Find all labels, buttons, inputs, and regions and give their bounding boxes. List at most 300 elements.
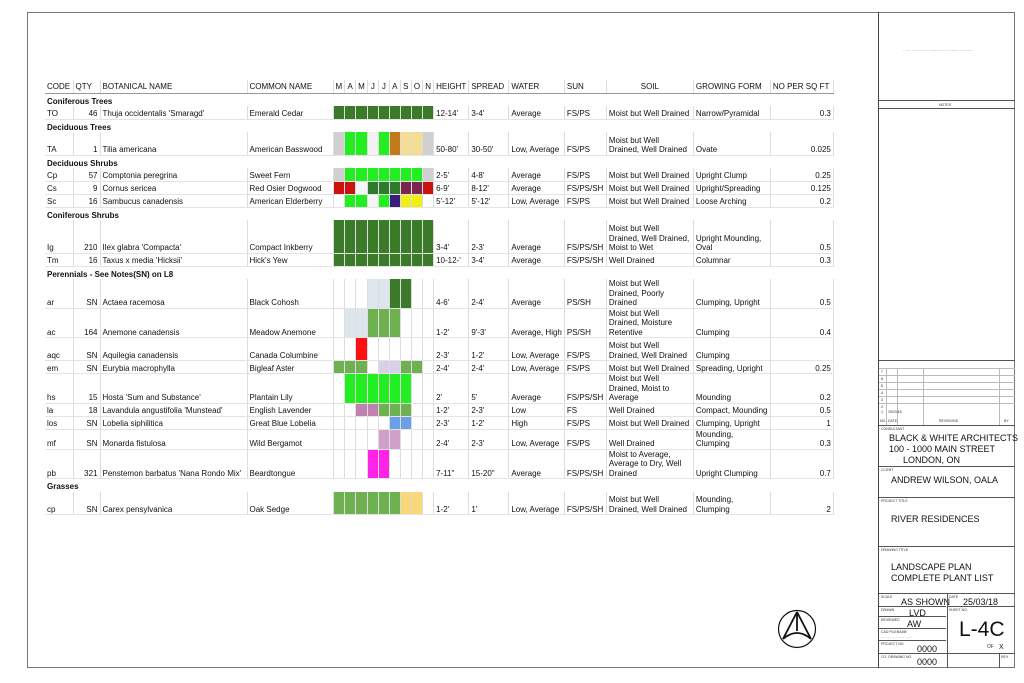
plant-spread: 1' <box>469 492 509 515</box>
month-cell <box>400 93 411 106</box>
section-header-row <box>45 93 833 106</box>
section-title: Perennials - See Notes(SN) on L8 <box>47 269 174 279</box>
section-header-row <box>45 479 833 492</box>
month-color-cell <box>367 181 378 194</box>
section-header-row <box>45 207 833 220</box>
month-color-cell <box>411 308 422 338</box>
plant-row <box>45 416 833 429</box>
botanical-name: Penstemon barbatus 'Nana Rondo Mix' <box>100 449 247 479</box>
month-color-cell <box>345 429 356 449</box>
revision-row <box>879 375 1015 382</box>
month-color-cell <box>356 194 368 207</box>
column-header: GROWING FORM <box>693 80 770 93</box>
month-color-cell <box>378 168 389 181</box>
month-cell <box>333 119 345 132</box>
month-color-cell <box>345 308 356 338</box>
plant-row <box>45 429 833 449</box>
month-color-cell <box>411 106 422 119</box>
reviewed-label: REVIEWED <box>881 618 900 622</box>
month-color-cell <box>389 449 400 479</box>
revision-number: 7 <box>881 370 883 374</box>
plant-sun: PS/SH <box>564 308 606 338</box>
month-cell <box>345 119 356 132</box>
plant-row <box>45 449 833 479</box>
month-color-cell <box>378 279 389 308</box>
month-color-cell <box>400 253 411 266</box>
plant-qty: 210 <box>73 220 100 253</box>
month-cell <box>389 479 400 492</box>
month-color-cell <box>411 416 422 429</box>
month-color-cell <box>389 374 400 404</box>
column-header: HEIGHT <box>434 80 469 93</box>
month-cell <box>378 119 389 132</box>
month-cell <box>389 93 400 106</box>
common-name: Hick's Yew <box>247 253 333 266</box>
plant-height: 2-4' <box>434 361 469 374</box>
revision-number: 4 <box>881 391 883 395</box>
month-color-cell <box>367 308 378 338</box>
plant-qty: SN <box>73 338 100 361</box>
plant-code: Ig <box>45 220 73 253</box>
plant-spread: 3-4' <box>469 106 509 119</box>
month-color-cell <box>378 253 389 266</box>
plant-list-table <box>45 80 834 515</box>
month-cell <box>345 93 356 106</box>
plant-water: Average <box>509 374 565 404</box>
botanical-name: Tilia americana <box>100 132 247 155</box>
plant-water: Low, Average <box>509 194 565 207</box>
plant-soil: Moist but Well Drained, Well Drained <box>606 338 693 361</box>
month-cell <box>378 93 389 106</box>
plant-spread: 4-8' <box>469 168 509 181</box>
month-color-cell <box>389 416 400 429</box>
month-color-cell <box>333 279 345 308</box>
column-header: S <box>400 80 411 93</box>
month-cell <box>423 93 434 106</box>
month-cell <box>411 93 422 106</box>
botanical-name: Cornus sericea <box>100 181 247 194</box>
plant-sun: FS/PS <box>564 429 606 449</box>
month-cell <box>423 119 434 132</box>
month-color-cell <box>367 338 378 361</box>
column-header: M <box>333 80 345 93</box>
month-color-cell <box>389 429 400 449</box>
plant-height: 10-12-' <box>434 253 469 266</box>
month-color-cell <box>411 449 422 479</box>
section-header-row <box>45 119 833 132</box>
plant-sun: FS/PS <box>564 132 606 155</box>
botanical-name: Lobelia siphilitica <box>100 416 247 429</box>
plant-density <box>770 338 833 361</box>
common-name: Plantain Lily <box>247 374 333 404</box>
plant-soil: Moist but Well Drained <box>606 106 693 119</box>
plant-row <box>45 308 833 338</box>
plant-qty: SN <box>73 492 100 515</box>
plant-water: Low, Average <box>509 492 565 515</box>
plant-height: 1-2' <box>434 492 469 515</box>
drawing-title-line-1: LANDSCAPE PLAN <box>891 562 972 572</box>
plant-sun: PS/SH <box>564 279 606 308</box>
plant-density: 0.4 <box>770 308 833 338</box>
revision-row <box>879 382 1015 389</box>
section-spacer <box>434 266 834 279</box>
plant-density: 0.3 <box>770 106 833 119</box>
plant-density: 0.3 <box>770 253 833 266</box>
botanical-name: Sambucus canadensis <box>100 194 247 207</box>
botanical-name: Anemone canadensis <box>100 308 247 338</box>
month-color-cell <box>411 220 422 253</box>
plant-soil: Moist but Well Drained, Moisture Retentive <box>606 308 693 338</box>
consultant-address-1: 100 - 1000 MAIN STREET <box>889 444 996 454</box>
plant-soil: Moist to Average, Average to Dry, Well Drained <box>606 449 693 479</box>
month-color-cell <box>356 181 368 194</box>
month-color-cell <box>411 361 422 374</box>
plant-qty: 18 <box>73 403 100 416</box>
sheet-number: L-4C <box>959 618 1005 641</box>
plant-qty: 9 <box>73 181 100 194</box>
plant-spread: 3-4' <box>469 253 509 266</box>
month-cell <box>389 155 400 168</box>
month-color-cell <box>389 181 400 194</box>
month-cell <box>356 207 368 220</box>
notes-label: NOTES <box>939 103 952 107</box>
month-color-cell <box>423 181 434 194</box>
month-color-cell <box>423 279 434 308</box>
plant-code: Sc <box>45 194 73 207</box>
plant-growing-form: Upright/Spreading <box>693 181 770 194</box>
rev-no-1: 1 <box>881 410 883 414</box>
month-color-cell <box>411 253 422 266</box>
revision-number: 6 <box>881 377 883 381</box>
month-cell <box>356 266 368 279</box>
common-name: American Basswood <box>247 132 333 155</box>
month-color-cell <box>367 429 378 449</box>
month-color-cell <box>356 106 368 119</box>
title-block <box>878 12 1019 668</box>
plant-spread: 2-4' <box>469 361 509 374</box>
month-color-cell <box>333 181 345 194</box>
plant-sun: FS/PS/SH <box>564 492 606 515</box>
project-no-label: PROJECT NO. <box>881 642 905 646</box>
month-color-cell <box>356 338 368 361</box>
plant-spread: 2-3' <box>469 429 509 449</box>
column-header: SPREAD <box>469 80 509 93</box>
month-color-cell <box>367 403 378 416</box>
plant-height: 6-9' <box>434 181 469 194</box>
plant-row <box>45 132 833 155</box>
plant-height: 5'-12' <box>434 194 469 207</box>
month-color-cell <box>423 374 434 404</box>
plant-code: ar <box>45 279 73 308</box>
plant-height: 1-2' <box>434 403 469 416</box>
plant-soil: Well Drained <box>606 253 693 266</box>
month-cell <box>400 119 411 132</box>
common-name: Emerald Cedar <box>247 106 333 119</box>
plant-height: 50-80' <box>434 132 469 155</box>
month-color-cell <box>356 253 368 266</box>
plant-density: 0.5 <box>770 220 833 253</box>
common-name: Red Osier Dogwood <box>247 181 333 194</box>
month-color-cell <box>400 429 411 449</box>
common-name: Wild Bergamot <box>247 429 333 449</box>
month-cell <box>345 155 356 168</box>
plant-sun: FS/PS <box>564 338 606 361</box>
plant-spread: 5' <box>469 374 509 404</box>
month-cell <box>356 93 368 106</box>
month-cell <box>423 266 434 279</box>
month-color-cell <box>411 194 422 207</box>
month-color-cell <box>423 492 434 515</box>
common-name: English Lavender <box>247 403 333 416</box>
month-color-cell <box>378 132 389 155</box>
column-header: A <box>389 80 400 93</box>
common-name: Black Cohosh <box>247 279 333 308</box>
month-color-cell <box>378 194 389 207</box>
month-color-cell <box>400 220 411 253</box>
month-color-cell <box>378 374 389 404</box>
column-header: SOIL <box>606 80 693 93</box>
column-header: COMMON NAME <box>247 80 333 93</box>
plant-qty: 1 <box>73 132 100 155</box>
plant-water: Low, Average <box>509 429 565 449</box>
plant-density: 0.7 <box>770 449 833 479</box>
column-header: NO PER SQ FT <box>770 80 833 93</box>
project-title: RIVER RESIDENCES <box>891 514 980 524</box>
plant-height: 2-4' <box>434 429 469 449</box>
month-color-cell <box>356 361 368 374</box>
plant-code: mf <box>45 429 73 449</box>
section-header-row <box>45 155 833 168</box>
month-color-cell <box>423 168 434 181</box>
plant-sun: FS/PS/SH <box>564 253 606 266</box>
month-color-cell <box>333 308 345 338</box>
consultant-name: BLACK & WHITE ARCHITECTS <box>889 433 1019 443</box>
plant-growing-form: Spreading, Upright <box>693 361 770 374</box>
of-value: X <box>999 644 1004 651</box>
drawn-label: DRAWN <box>881 608 895 612</box>
month-color-cell <box>333 106 345 119</box>
common-name: Beardtongue <box>247 449 333 479</box>
month-cell <box>356 119 368 132</box>
month-color-cell <box>333 361 345 374</box>
column-header: CODE <box>45 80 73 93</box>
month-color-cell <box>356 492 368 515</box>
section-spacer <box>434 119 834 132</box>
common-name: Canada Columbine <box>247 338 333 361</box>
plant-qty: SN <box>73 361 100 374</box>
month-cell <box>333 266 345 279</box>
botanical-name: Thuja occidentalis 'Smaragd' <box>100 106 247 119</box>
plant-sun: FS/PS <box>564 416 606 429</box>
rev-header-no: NO. <box>880 419 887 423</box>
month-color-cell <box>333 449 345 479</box>
month-cell <box>423 155 434 168</box>
month-color-cell <box>345 416 356 429</box>
month-color-cell <box>423 220 434 253</box>
month-color-cell <box>333 492 345 515</box>
revision-row <box>879 396 1015 403</box>
plant-code: TO <box>45 106 73 119</box>
plant-row <box>45 253 833 266</box>
month-color-cell <box>411 492 422 515</box>
month-color-cell <box>345 253 356 266</box>
reviewed-value: AW <box>907 619 922 629</box>
botanical-name: Carex pensylvanica <box>100 492 247 515</box>
month-cell <box>423 479 434 492</box>
plant-qty: 321 <box>73 449 100 479</box>
plant-code: TA <box>45 132 73 155</box>
revision-row <box>879 389 1015 396</box>
month-color-cell <box>345 220 356 253</box>
plant-code: la <box>45 403 73 416</box>
plant-code: pb <box>45 449 73 479</box>
month-cell <box>411 479 422 492</box>
plant-water: Low <box>509 403 565 416</box>
section-spacer <box>434 93 834 106</box>
month-cell <box>411 155 422 168</box>
plant-sun: FS/PS/SH <box>564 220 606 253</box>
plant-soil: Moist but Well Drained, Well Drained, Moist to Wet <box>606 220 693 253</box>
month-color-cell <box>423 253 434 266</box>
sheet-no-label: SHEET NO. <box>949 608 968 612</box>
month-color-cell <box>333 253 345 266</box>
month-color-cell <box>345 279 356 308</box>
plant-spread: 30-50' <box>469 132 509 155</box>
plant-code: ac <box>45 308 73 338</box>
month-color-cell <box>378 106 389 119</box>
month-color-cell <box>367 449 378 479</box>
month-color-cell <box>389 403 400 416</box>
month-color-cell <box>400 168 411 181</box>
month-cell <box>367 266 378 279</box>
common-name: Meadow Anemone <box>247 308 333 338</box>
month-color-cell <box>423 361 434 374</box>
month-color-cell <box>345 338 356 361</box>
plant-row <box>45 361 833 374</box>
month-color-cell <box>345 106 356 119</box>
project-title-label: PROJECT TITLE <box>881 499 908 503</box>
plant-row <box>45 403 833 416</box>
month-color-cell <box>423 416 434 429</box>
month-color-cell <box>345 168 356 181</box>
plant-water: Average <box>509 106 565 119</box>
month-color-cell <box>400 449 411 479</box>
column-header: WATER <box>509 80 565 93</box>
month-color-cell <box>367 106 378 119</box>
co-drawing-no-value: 0000 <box>917 657 938 667</box>
plant-water: Average <box>509 253 565 266</box>
plant-spread: 2-3' <box>469 403 509 416</box>
month-cell <box>411 119 422 132</box>
column-header: J <box>367 80 378 93</box>
botanical-name: Ilex glabra 'Compacta' <box>100 220 247 253</box>
month-color-cell <box>389 168 400 181</box>
plant-code: cp <box>45 492 73 515</box>
scale-label: SCALE <box>881 595 893 599</box>
consultant-label: CONSULTANT <box>881 427 905 431</box>
month-color-cell <box>345 181 356 194</box>
revision-row <box>879 368 1015 375</box>
month-color-cell <box>423 308 434 338</box>
plant-soil: Well Drained <box>606 429 693 449</box>
plant-density: 0.025 <box>770 132 833 155</box>
plant-sun: FS/PS <box>564 106 606 119</box>
plant-height: 3-4' <box>434 220 469 253</box>
month-color-cell <box>367 168 378 181</box>
plant-density: 0.2 <box>770 374 833 404</box>
section-spacer <box>434 207 834 220</box>
month-color-cell <box>378 181 389 194</box>
month-color-cell <box>333 416 345 429</box>
plant-row <box>45 492 833 515</box>
month-color-cell <box>333 132 345 155</box>
month-color-cell <box>411 168 422 181</box>
plant-row <box>45 106 833 119</box>
month-color-cell <box>356 429 368 449</box>
month-color-cell <box>400 132 411 155</box>
plant-growing-form: Upright Mounding, Oval <box>693 220 770 253</box>
month-color-cell <box>367 220 378 253</box>
cad-filename-label: CAD FILENAME <box>881 630 907 634</box>
month-cell <box>345 479 356 492</box>
common-name: Sweet Fern <box>247 168 333 181</box>
section-header-row <box>45 266 833 279</box>
month-color-cell <box>400 106 411 119</box>
plant-code: los <box>45 416 73 429</box>
month-cell <box>378 479 389 492</box>
month-color-cell <box>411 181 422 194</box>
section-title: Coniferous Trees <box>47 96 113 106</box>
common-name: American Elderberry <box>247 194 333 207</box>
plant-spread: 9'-3' <box>469 308 509 338</box>
month-color-cell <box>400 279 411 308</box>
rev-header-revisions: REVISIONS <box>939 419 959 423</box>
month-cell <box>367 155 378 168</box>
month-color-cell <box>423 429 434 449</box>
column-header: A <box>345 80 356 93</box>
plant-water: Low, Average <box>509 361 565 374</box>
plant-soil: Moist but Well Drained <box>606 416 693 429</box>
month-color-cell <box>378 416 389 429</box>
month-color-cell <box>400 194 411 207</box>
botanical-name: Actaea racemosa <box>100 279 247 308</box>
plant-height: 2-5' <box>434 168 469 181</box>
common-name: Great Blue Lobelia <box>247 416 333 429</box>
plant-growing-form: Clumping, Upright <box>693 416 770 429</box>
project-no-value: 0000 <box>917 644 938 654</box>
plant-qty: 16 <box>73 253 100 266</box>
plant-water: Average <box>509 168 565 181</box>
month-color-cell <box>411 403 422 416</box>
section-title: Deciduous Shrubs <box>47 158 118 168</box>
botanical-name: Aquilegia canadensis <box>100 338 247 361</box>
plant-code: hs <box>45 374 73 404</box>
month-color-cell <box>378 220 389 253</box>
month-cell <box>378 155 389 168</box>
plant-density: 0.25 <box>770 168 833 181</box>
plant-soil: Well Drained <box>606 403 693 416</box>
table-header-row <box>45 80 833 93</box>
section-title: Grasses <box>47 482 79 491</box>
plant-sun: FS/PS <box>564 361 606 374</box>
plant-water: Average <box>509 181 565 194</box>
month-cell <box>411 207 422 220</box>
plant-height: 1-2' <box>434 308 469 338</box>
plant-growing-form: Upright Clump <box>693 168 770 181</box>
month-cell <box>389 266 400 279</box>
month-color-cell <box>378 492 389 515</box>
month-cell <box>411 266 422 279</box>
